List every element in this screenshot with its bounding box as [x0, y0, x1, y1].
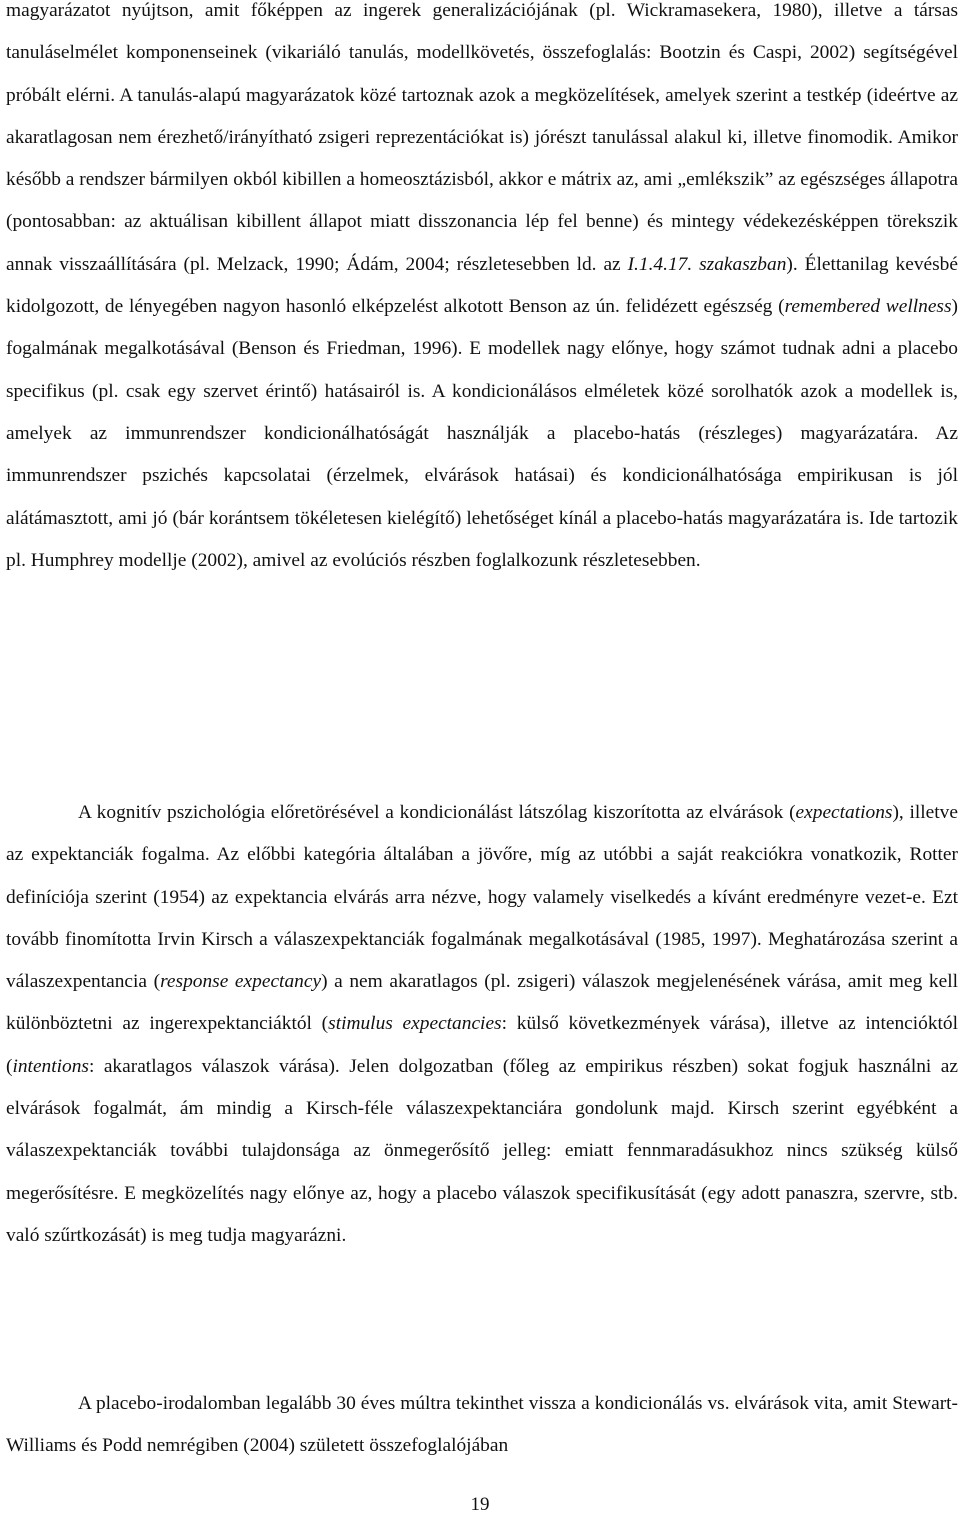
italic-text-segment: response expectancy — [160, 971, 322, 993]
italic-text-segment: remembered wellness — [784, 296, 952, 318]
italic-text-segment: intentions — [12, 1055, 89, 1077]
paragraph-1 — [6, 0, 958, 582]
paragraph-2 — [6, 792, 958, 1257]
text-segment: ), illetve az expektanciák fogalma. Az előbbi kategória általában a jövőre, míg az utóbbi a saját reakciókra vonatkozik, Rotter definíciója szerint (1954) az expektancia elvárás arra nézve, hogy valamely viselkedés a kívánt eredményre vezet-e. Ezt tovább finomította Irvin Kirsch a válaszexpektanciák fogalmának megalkotásával (1985, 1997). Meghatározása szerint a válaszexpentancia ( — [6, 802, 958, 993]
paragraph-3 — [6, 1383, 958, 1468]
page-number: 19 — [470, 1494, 490, 1515]
text-segment: ). Élettanilag kevésbé kidolgozott, de lényegében nagyon hasonló elképzelést alkotott Benson az ún. felidézett egészség ( — [6, 253, 958, 318]
text-segment: magyarázatot nyújtson, amit főképpen az ingerek generalizációjának (pl. Wickramasekera, 1980), illetve a társas tanuláselmélet komponenseinek (vikariáló tanulás, modellkövetés, összefoglalás: Bootzin és Caspi, 2002) segítségével próbált elérni. A tanulás-alapú magyarázatok közé tartoznak azok a megközelítések, amelyek szerint a testkép (ideértve az akaratlagosan nem érezhető/irányítható zsigeri reprezentációkat is) jórészt tanulással alakul ki, illetve finomodik. Amikor később a rendszer bármilyen okból kibillen a homeosztázisból, akkor e mátrix az, ami „emlékszik” az egészséges állapotra (pontosabban: az aktuálisan kibillent állapot miatt disszonancia lép fel benne) és mintegy védekezésképpen törekszik annak visszaállítására (pl. Melzack, 1990; Ádám, 2004; részletesebben ld. az — [6, 0, 958, 275]
text-segment: : akaratlagos válaszok várása). Jelen dolgozatban (főleg az empirikus részben) sokat fogjuk használni az elvárások fogalmát, ám mindig a Kirsch-féle válaszexpektanciára gondolunk majd. Kirsch szerint egyébként a válaszexpektanciák további tulajdonsága az önmegerősítő jelleg: emiatt fennmaradásukhoz nincs szükség külső megerősítésre. E megközelítés nagy előnye az, hogy a placebo válaszok specifikusítását (egy adott panaszra, szervre, stb. való szűrtkozását) is meg tudja magyarázni. — [6, 1055, 958, 1246]
text-segment: A kognitív pszichológia előretörésével a kondicionálást látszólag kiszorította az elvárások ( — [78, 802, 796, 823]
italic-text-segment: expectations — [795, 802, 893, 823]
text-segment: ) a nem akaratlagos (pl. zsigeri) válaszok megjelenésének várása, amit meg kell különböztetni az ingerexpektanciáktól ( — [6, 971, 959, 1035]
italic-text-segment: I.1.4.17. szakaszban — [627, 253, 787, 275]
text-segment: A placebo-irodalomban legalább 30 éves múltra tekinthet vissza a kondicionálás vs. elvárások vita, amit Stewart-Williams és Podd nemrégiben (2004) született összefoglalójában — [6, 1393, 958, 1457]
text-segment: ) fogalmának megalkotásával (Benson és Friedman, 1996). E modellek nagy előnye, hogy számot tudnak adni a placebo specifikus (pl. csak egy szervet érintő) hatásairól is. A kondicionálásos elméletek közé sorolhatók azok a modellek is, amelyek az immunrendszer kondicionálhatóságát használják a placebo-hatás (részleges) magyarázatára. Az immunrendszer pszichés kapcsolatai (érzelmek, elvárások hatásai) és kondicionálhatósága empirikusan is jól alátámasztott, ami jó (bár korántsem tökéletesen kielégítő) lehetőséget kínál a placebo-hatás magyarázatára is. Ide tartozik pl. Humphrey modellje (2002), amivel az evolúciós részben foglalkozunk részletesebben. — [6, 296, 958, 571]
italic-text-segment: stimulus expectancies — [328, 1013, 502, 1035]
text-segment: : külső következmények várása), illetve az intencióktól ( — [6, 1013, 959, 1077]
